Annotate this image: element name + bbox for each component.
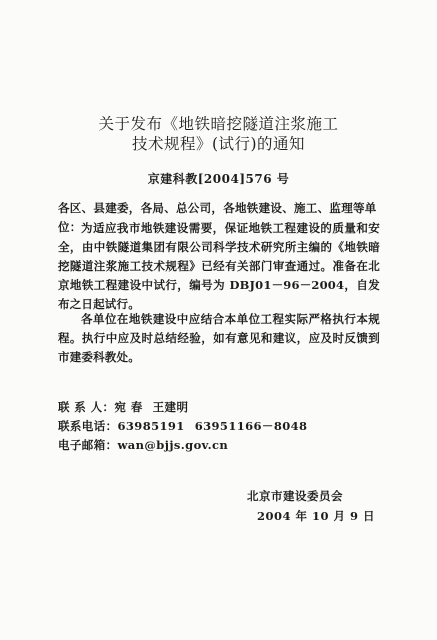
contact-email: wan@bjjs.gov.cn <box>117 438 229 452</box>
title-line-1: 关于发布《地铁暗挖隧道注浆施工 <box>98 115 339 133</box>
contact-phone-2: 63951166－8048 <box>194 419 308 433</box>
contact-people-label: 联 系 人： <box>58 400 115 414</box>
contact-phone-label: 联系电话： <box>58 419 118 433</box>
paragraph-2: 各单位在地铁建设中应结合本单位工程实际严格执行本规程。执行中应及时总结经验，如有意见和建议，应及时反馈到市建委科教处。 <box>58 312 380 364</box>
contact-email-label: 电子邮箱： <box>58 438 118 452</box>
document-number: 京建科教[2004]576 号 <box>147 172 290 186</box>
contact-people-line <box>58 399 188 415</box>
contact-phone-line <box>58 418 307 434</box>
contact-phone-1: 63985191 <box>117 419 185 433</box>
contact-person-2: 王建明 <box>152 400 189 414</box>
paragraph-1: 为适应我市地铁建设需要，保证地铁工程建设的质量和安全，由中铁隧道集团有限公司科学技术研究所主编的《地铁暗挖隧道注浆施工技术规程》已经有关部门审查通过。准备在北京地铁工程建设中试行，编号为 DBJ01－96－2004，自发布之日起试行。 <box>58 221 380 311</box>
contact-person-1: 宛 春 <box>114 400 143 414</box>
issuing-organization: 北京市建设委员会 <box>247 489 343 503</box>
title-line-2: 技术规程》(试行)的通知 <box>131 135 306 153</box>
issue-date: 2004 年 10 月 9 日 <box>257 509 376 523</box>
salutation: 各区、县建委，各局、总公司，各地铁建设、施工、监理等单位： <box>58 201 377 234</box>
contact-email-line <box>58 437 228 453</box>
